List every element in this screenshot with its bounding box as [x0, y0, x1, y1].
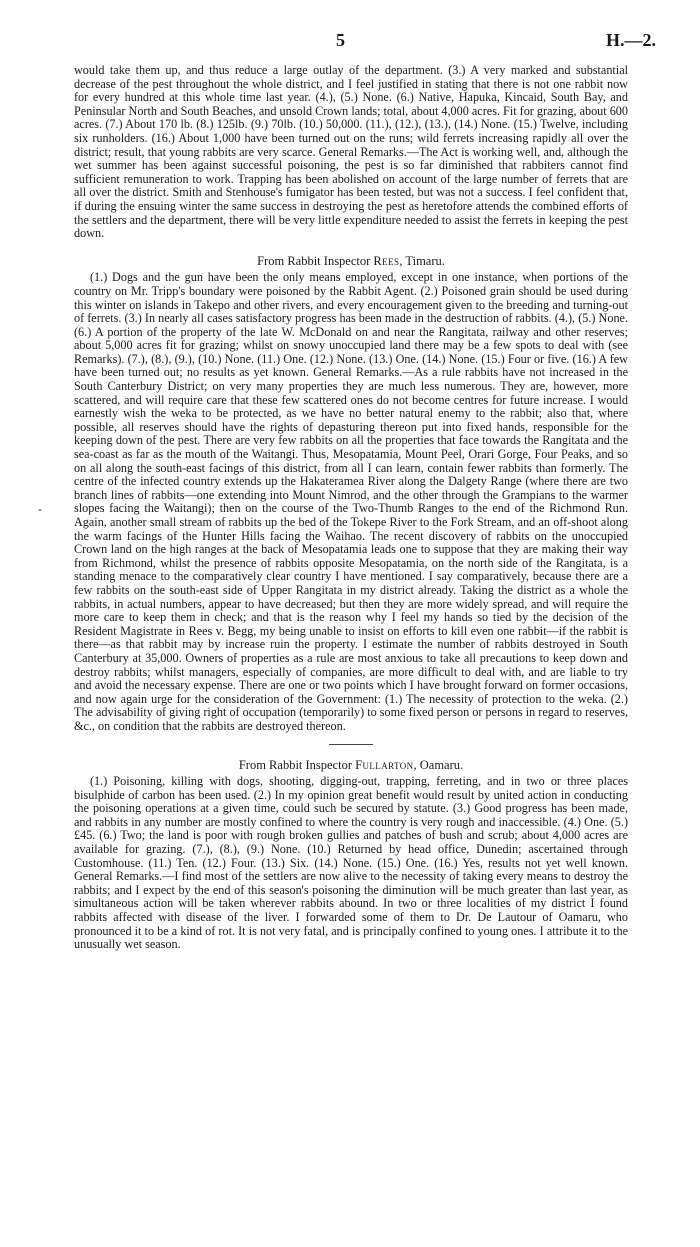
rees-heading-suffix: , Timaru. — [399, 253, 445, 268]
rees-heading-name: Rees — [373, 253, 400, 268]
fullarton-heading-name: Fullarton — [355, 757, 414, 772]
rees-heading-prefix: From Rabbit Inspector — [257, 253, 374, 268]
page-body — [74, 64, 628, 952]
fullarton-report-paragraph: (1.) Poisoning, killing with dogs, shooting, digging-out, trapping, ferreting, and in two or three places bisulphide of carbon has been used. (2.) In my opinion great benefit would result by united action in conducting the poisoning operations at a given time, could such be secured by statute. (3.) Good progress has been made, and rabbits in any number are mostly confined to where the country is very rough and inaccessible. (4.) One. (5.) £45. (6.) Two; the land is poor with rough broken gullies and patches of bush and scrub; about 4,000 acres are available for grazing. (7.), (8.), (9.) None. (10.) Returned by head office, Dunedin; ascertained through Customhouse. (11.) Ten. (12.) Four. (13.) Six. (14.) None. (15.) One. (16.) Yes, results not yet well known. General Remarks.—I find most of the settlers are now alive to the necessity of taking every means to destroy the rabbits; and I expect by the end of this season's poisoning the diminution will be much greater than last year, as simultaneous action will be taken wherever rabbits abound. In two or three localities of my district I found rabbits affected with disease of the liver. I forwarded some of them to Dr. De Lautour of Oamaru, who pronounced it to be a kind of rot. It is not very fatal, and is principally confined to young ones. I attribute it to the unusually wet season. — [74, 774, 628, 952]
margin-mark: - — [38, 502, 42, 516]
page-number: 5 — [336, 30, 345, 50]
rees-report-paragraph: (1.) Dogs and the gun have been the only means employed, except in one instance, when portions of the country on Mr. Tripp's boundary were poisoned by the Rabbit Agent. (2.) Poisoned grain should be used during this winter on islands in Takepo and other rivers, and every encouragement given to the breeding and turning-out of ferrets. (3.) In nearly all cases satisfactory progress has been made in the destruction of rabbits. (4.), (5.) None. (6.) A portion of the property of the late W. McDonald on and near the Rangitata, railway and other reserves; about 5,000 acres fit for grazing; whilst on snowy unoccupied land there may be a few spots to deal with (see Remarks). (7.), (8.), (9.), (10.) None. (11.) One. (12.) None. (13.) One. (14.) None. (15.) Four or five. (16.) A few have been turned out; no results as yet known. General Remarks.—As a rule rabbits have not increased in the South Canterbury District; on very many properties they are much less numerous. They are, however, more scattered, and will require care that these few scattered ones do not become centres for future increase. I would earnestly wish the weka to be protected, as we have no better natural enemy to the rabbit; also that, where possible, all reserves should have the rights of depasturing thereon put into fixed hands, responsible for the keeping down of the pest. There are very few rabbits on all the properties that face towards the Rangitata and the sea-coast as far as the mouth of the Waitangi. Thus, Mesopatamia, Mount Peel, Orari Gorge, Four Peaks, and so on all along the south-east facings of this district, from all I can learn, contain fewer rabbits than formerly. The centre of the infected country extends up the Hakateramea River along the Dalgety Range (where there are two branch lines of rabbits—one extending into Mount Nimrod, and the other through the Grampians to the warmer slopes facing the Waitangi); then on the course of the Two-Thumb Ranges to the end of the Richmond Run. Again, another small stream of rabbits up the bed of the Tokepe River to the Fork Stream, and an off-shoot along the warm facings of the Hunter Hills facing the Waihao. The recent discovery of rabbits on the unoccupied Crown land on the high ranges at the back of Mesopatamia leads one to suppose that they are making their way from Richmond, whilst the presence of rabbits opposite Mesopatamia, on the north side of the Rangitata, is a standing menace to the comparatively clear country I have mentioned. I say comparatively, because there are a few rabbits on the south-east side of Upper Rangitata in my district already. Taking the district as a whole the rabbits, in actual numbers, appear to have decreased; but then they are more widely spread, and will require the more care to keep them in check; and that is the reason why I feel my hands so tied by the decision of the Resident Magistrate in Rees v. Begg, my being unable to insist on efforts to kill even one rabbit—if the rabbit is there—as that rabbit may by increase ruin the property. I estimate the number of rabbits destroyed in South Canterbury at 35,000. Owners of properties as a rule are most anxious to take all precautions to keep down and destroy rabbits; whilst managers, especially of companies, are more difficult to deal with, and are liable to try and avoid the necessary expense. There are one or two points which I have brought forward on former occasions, and now again urge for the consideration of the Government: (1.) The necessity of protection to the weka. (2.) The advisability of giving right of occupation (temporarily) to some fixed person or persons in regard to reserves, &c., on condition that the rabbits are destroyed thereon. — [74, 270, 628, 733]
fullarton-heading-prefix: From Rabbit Inspector — [238, 757, 356, 772]
intro-paragraph: would take them up, and thus reduce a large outlay of the department. (3.) A very marked and substantial decrease of the pest throughout the whole district, and I feel justified in stating that there is not one rabbit now for every hundred at this whole time last year. (4.), (5.) None. (6.) Native, Hapuka, Kincaid, South Bay, and Peninsular North and South Beaches, and unsold Crown lands; total, about 4,000 acres. Fit for grazing, about 600 acres. (7.) About 170 lb. (8.) 125lb. (9.) 70lb. (10.) 50,000. (11.), (12.), (13.), (14.) None. (15.) Twelve, including six runholders. (16.) About 1,000 have been turned out on the runs; wild ferrets increasing rapidly all over the district; result, that young rabbits are very scarce. General Remarks.—The Act is working well, and, although the wet summer has been against successful poisoning, the pest is so far diminished that rabbiters cannot find sufficient remuneration to work. Trapping has been abolished on account of the large number of ferrets that are all over the district. Smith and Stenhouse's fumigator has been tested, but was not a success. I feel confident that, if during the ensuing winter the same success in destroying the pest as heretofore attends the combined efforts of the settlers and the department, there will be very little expenditure needed to assist the ferrets in keeping the pest down. — [74, 63, 628, 241]
fullarton-report-heading — [74, 759, 628, 773]
rees-report-heading — [74, 255, 628, 269]
document-reference: H.—2. — [605, 30, 656, 50]
section-divider — [329, 744, 373, 745]
fullarton-heading-suffix: , Oamaru. — [413, 757, 464, 772]
